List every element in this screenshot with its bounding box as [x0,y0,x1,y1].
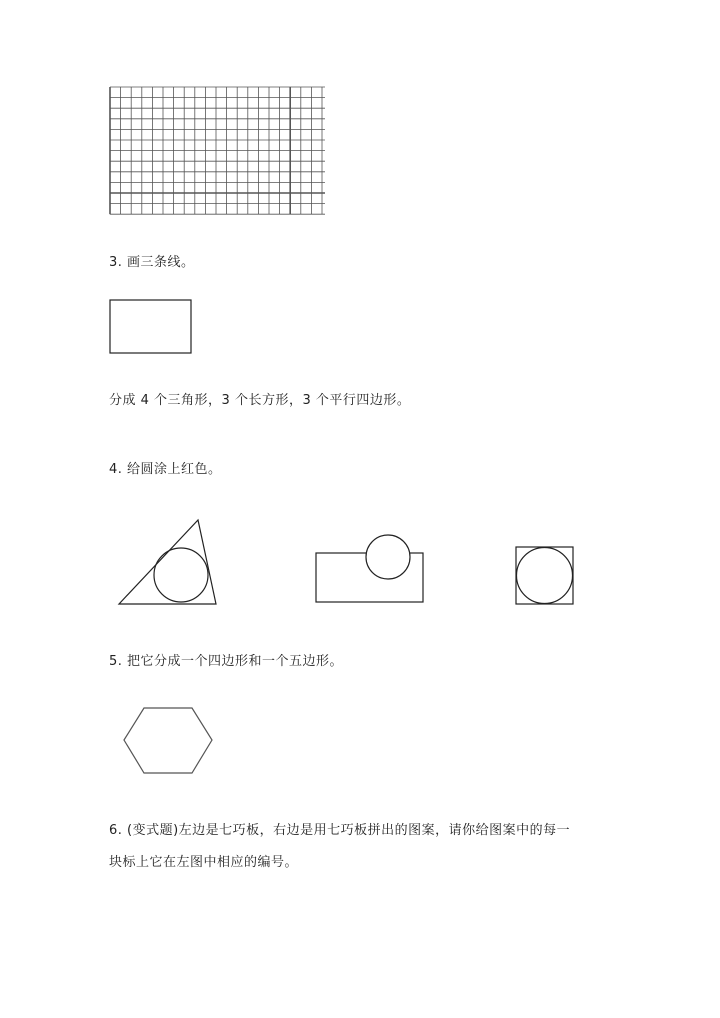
inscribed-circle [154,548,208,602]
top-circle [366,535,410,579]
q6-line1: 6. (变式题)左边是七巧板，右边是用七巧板拼出的图案，请你给图案中的每一 [109,823,571,838]
q3-title: 3. 画三条线。 [109,255,195,270]
hexagon [122,706,214,776]
q5-title: 5. 把它分成一个四边形和一个五边形。 [109,654,344,669]
q6-line2: 块标上它在左图中相应的编号。 [109,855,299,870]
grid-figure [110,87,326,215]
q3-rectangle [109,299,193,355]
q4-title: 4. 给圆涂上红色。 [109,462,222,477]
triangle-with-circle [116,516,226,608]
inner-circle [517,548,573,604]
triangle-shape [119,520,216,604]
rectangle-with-circle [314,533,426,605]
q3-instruction: 分成 4 个三角形，3 个长方形，3 个平行四边形。 [109,393,411,408]
square-with-circle [514,545,576,607]
